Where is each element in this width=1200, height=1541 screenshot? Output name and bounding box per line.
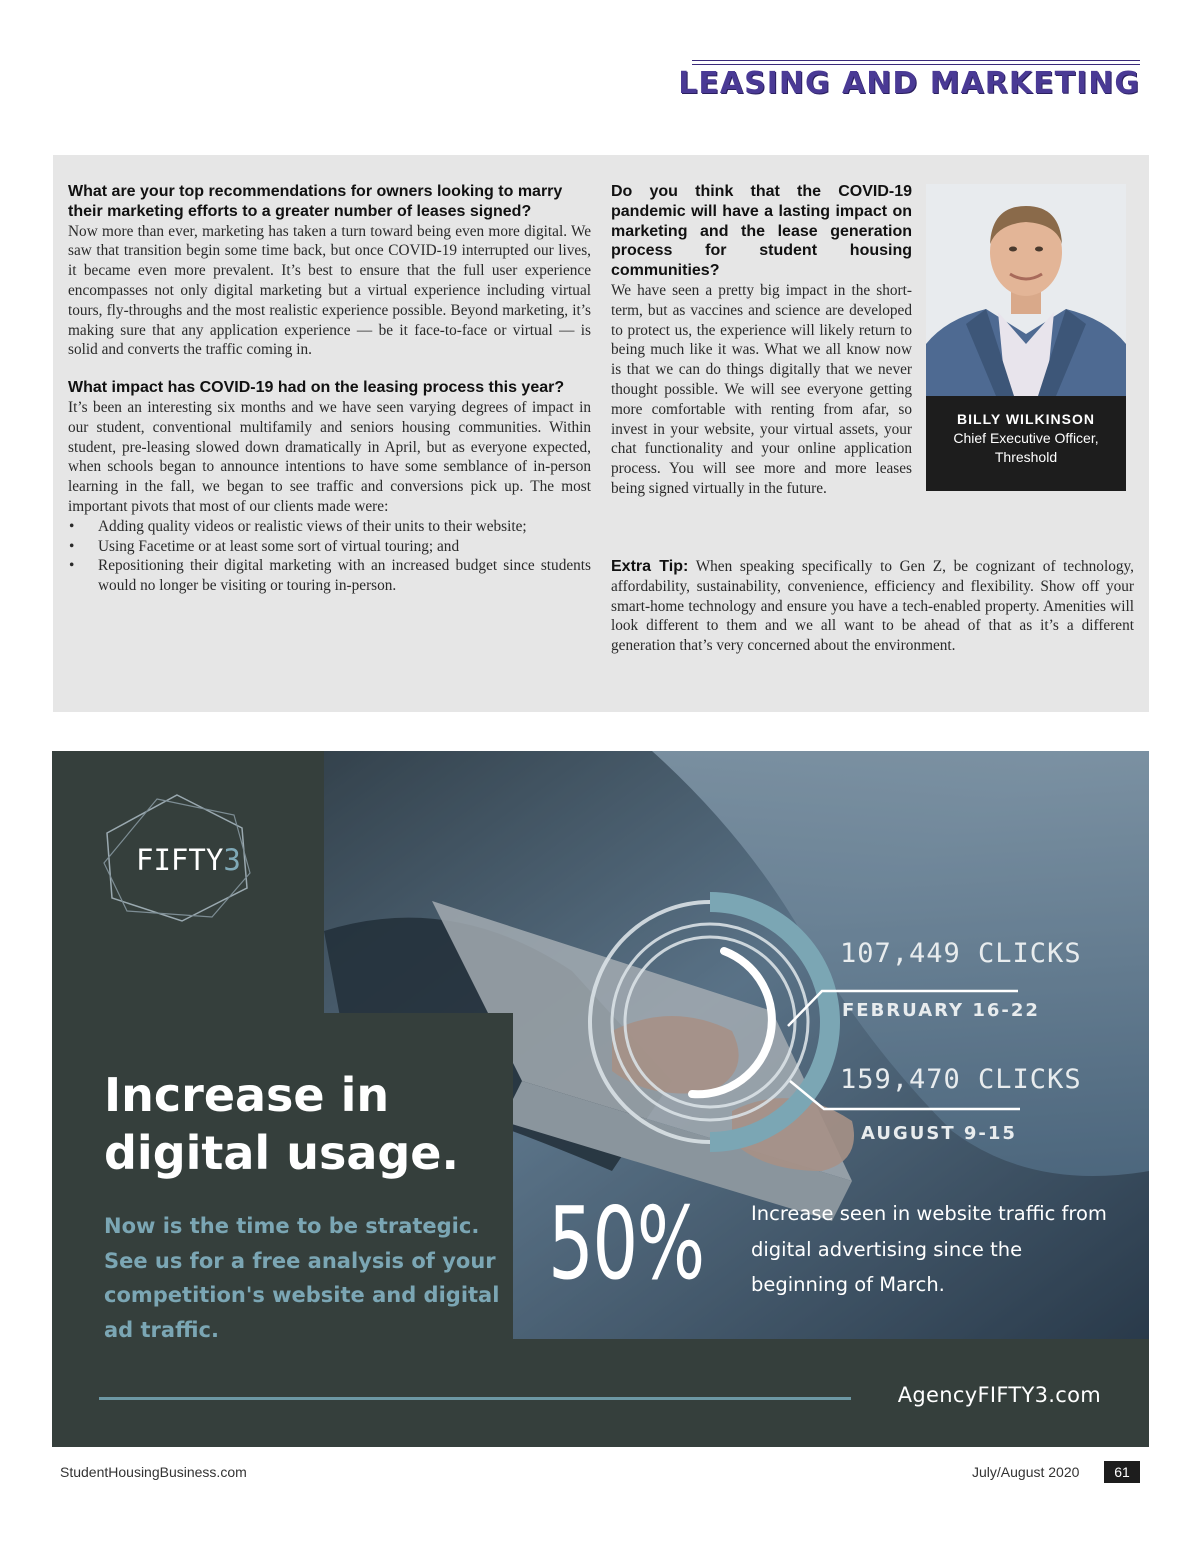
- stat-date-february: FEBRUARY 16-22: [842, 1000, 1040, 1021]
- stat-date-august: AUGUST 9-15: [861, 1123, 1017, 1144]
- profile-name: BILLY WILKINSON: [957, 411, 1095, 427]
- profile-caption: [926, 396, 1126, 491]
- extra-tip: [611, 557, 1134, 656]
- headline-line: digital usage.: [104, 1126, 459, 1180]
- pivot-list: [68, 517, 591, 596]
- fifty3-advertisement: [52, 751, 1149, 1447]
- question-2: What impact has COVID-19 had on the leasing process this year?: [68, 379, 565, 397]
- fifty3-logo: [136, 843, 241, 877]
- section-title: LEASING AND MARKETING: [678, 66, 1140, 101]
- answer-3: We have seen a pretty big impact in the short-term, but as vaccines and science are developed to protect us, the experience will likely return to being much like it was. What we all know now is that we can do things digitally that we never thought possible. We will see everyone getting more comfortable with renting from afar, so invest in your website, your virtual assets, your chat functionality and your online application process. You will see more and more leases being signed virtually in the future.: [611, 281, 912, 497]
- answer-2: It’s been an interesting six months and we have seen varying degrees of impact in our student, conventional multifamily and seniors housing communities. Within student, pre-leasing slowed down dramatically in April, but as everyone expected, when schools began to announce intentions to have some semblance of in-person learning in the fall, we began to see traffic and conversions pick up. The most important pivots that most of our clients made were:: [68, 398, 591, 515]
- interview-left-column: [68, 182, 591, 596]
- extra-tip-label: Extra Tip:: [611, 558, 689, 575]
- ad-headline: [104, 1066, 459, 1182]
- list-item: • Repositioning their digital marketing with an increased budget since students would no longer be visiting or touring in-person.: [68, 556, 591, 596]
- stat-clicks-february: 107,449 CLICKS: [840, 938, 1082, 969]
- question-1: What are your top recommendations for owners looking to marry their marketing efforts to a greater number of leases signed?: [68, 183, 563, 220]
- interview-middle-column: [611, 182, 912, 499]
- header-rule: [692, 64, 1140, 65]
- headshot-photo: [926, 184, 1126, 396]
- extra-tip-text: When speaking specifically to Gen Z, be cognizant of technology, affordability, sustainability, convenience, efficiency and flexibility. Show off your smart-home technology and ensure you have a tech-enabled property. Amenities will look different to them and we all want to be ahead of that as it’s a different generation that’s very concerned about the environment.: [611, 558, 1134, 655]
- list-item: • Using Facetime or at least some sort of virtual touring; and: [68, 537, 591, 557]
- footer-site: StudentHousingBusiness.com: [60, 1464, 247, 1480]
- logo-text: FIFTY: [136, 843, 224, 877]
- ad-divider: [99, 1397, 851, 1400]
- big-percentage: 50%: [548, 1185, 704, 1302]
- ad-website-link[interactable]: AgencyFIFTY3.com: [897, 1383, 1101, 1407]
- footer-issue: July/August 2020: [972, 1464, 1080, 1480]
- percentage-description: Increase seen in website traffic from digital advertising since the beginning of March.: [751, 1202, 1107, 1296]
- answer-1: Now more than ever, marketing has taken a turn toward being even more digital. We saw that transition begin some time back, but once COVID-19 interrupted our lives, it became even more prevalent. It’s best to ensure that the full user experience encompasses not only digital marketing but a virtual experience including virtual tours, fly-throughs and the most realistic experience possible. Beyond marketing, it’s making sure that any application experience — be it face-to-face or virtual — is solid and converts the traffic coming in.: [68, 222, 591, 359]
- question-3: Do you think that the COVID-19 pandemic will have a lasting impact on marketing and the lease generation process for student housing communities?: [611, 183, 912, 280]
- header-rule: [692, 60, 1140, 61]
- list-item: • Adding quality videos or realistic views of their units to their website;: [68, 517, 591, 537]
- profile-role: Chief Executive Officer,: [953, 430, 1099, 446]
- ad-subtext: Now is the time to be strategic. See us for a free analysis of your competition's website and digital ad traffic.: [104, 1214, 500, 1342]
- headline-line: Increase in: [104, 1068, 390, 1122]
- stat-clicks-august: 159,470 CLICKS: [840, 1064, 1082, 1095]
- logo-accent: 3: [223, 843, 241, 877]
- page-number: 61: [1104, 1461, 1140, 1483]
- profile-company: Threshold: [994, 449, 1058, 465]
